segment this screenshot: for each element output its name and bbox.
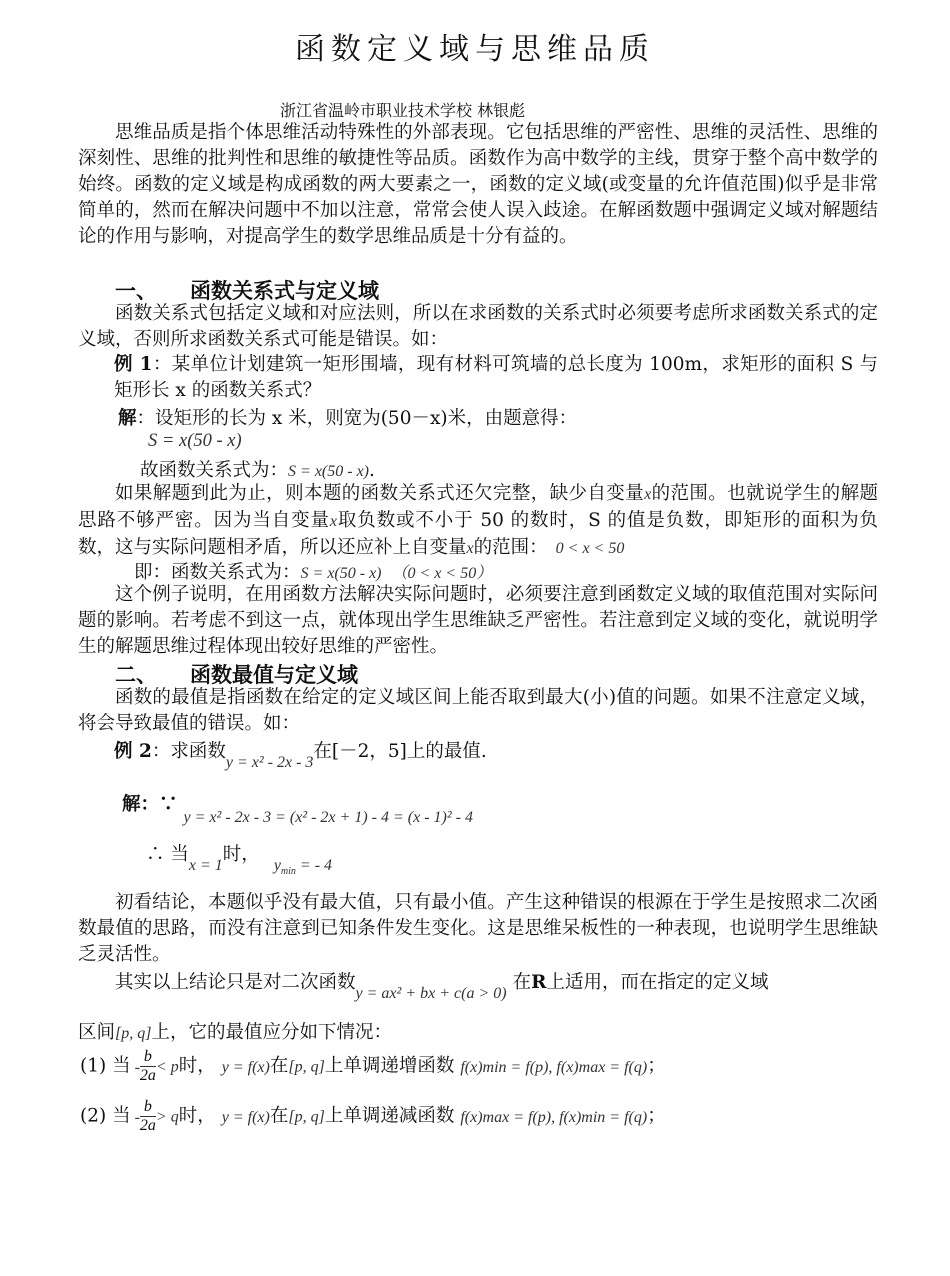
section-2-number: 二、 xyxy=(115,663,157,687)
case-2-fraction xyxy=(140,1098,156,1135)
case-1-fraction xyxy=(140,1048,156,1085)
case-2-neg: - xyxy=(134,1108,140,1126)
solution-1-label: 解 xyxy=(118,408,137,429)
example-2 xyxy=(114,737,487,771)
case-2 xyxy=(80,1098,666,1135)
p4-text-a: 区间 xyxy=(78,1022,116,1043)
example-2-function: y = x² - 2x - 3 xyxy=(225,754,314,771)
result-formula: S = x(50 - x) xyxy=(300,565,382,582)
case-1-end: ； xyxy=(647,1055,666,1077)
case-1-cmp: < p xyxy=(155,1058,179,1076)
section-1-number: 一、 xyxy=(115,279,157,303)
p3-text-b: 在 xyxy=(512,972,532,993)
section-2-title: 函数最值与定义域 xyxy=(190,663,358,687)
p2-text-b: 的范围。也就说学生的解题思路不够严密。因为当自变量 xyxy=(78,483,878,531)
section-1-paragraph-1: 函数关系式包括定义域和对应法则，所以在求函数的关系式时必须要考虑所求函数关系式的定义域，否则所求函数关系式可能是错误。如： xyxy=(78,303,878,350)
var-x-1: x xyxy=(644,486,652,503)
case-2-t1: 时， xyxy=(178,1105,216,1127)
p3-function: y = ax² + bx + c(a > 0) xyxy=(355,985,507,1002)
case-2-f: y = f(x) xyxy=(221,1108,270,1126)
section-1-result xyxy=(134,558,492,584)
case-1 xyxy=(80,1048,666,1085)
conclusion-suffix: . xyxy=(369,460,375,481)
var-x-2: x xyxy=(329,513,338,530)
p2-text-a: 如果解题到此为止，则本题的函数关系式还欠完整，缺少自变量 xyxy=(115,483,645,504)
example-1-conclusion xyxy=(140,456,375,482)
case-2-int: [p, q] xyxy=(288,1108,325,1126)
case-1-neg: - xyxy=(134,1058,140,1076)
p3-text-a: 其实以上结论只是对二次函数 xyxy=(115,972,356,993)
section-2-paragraph-3 xyxy=(115,968,769,1002)
conclusion-prefix: 故函数关系式为： xyxy=(140,460,289,481)
p4-interval: [p, q] xyxy=(115,1025,152,1042)
case-1-t1: 时， xyxy=(178,1055,216,1077)
example-1-solution xyxy=(118,404,577,430)
solution-1-text: ：设矩形的长为 x 米，则宽为(50－x)米，由题意得： xyxy=(136,408,578,429)
when-prefix: ∴ 当 xyxy=(146,844,189,865)
example-1-label: 例 1 xyxy=(114,354,153,375)
section-1-paragraph-2 xyxy=(78,481,878,562)
case-2-t3: 上单调递减函数 xyxy=(324,1105,455,1127)
case-1-t2: 在 xyxy=(269,1055,289,1077)
case-1-f: y = f(x) xyxy=(221,1058,270,1076)
case-2-result: f(x)max = f(p), f(x)min = f(q) xyxy=(460,1108,648,1126)
section-1-paragraph-3: 这个例子说明，在用函数方法解决实际问题时，必须要注意到函数定义域的取值范围对实际问题的影响。若考虑不到这一点，就体现出学生思维缺乏严密性。若注意到定义域的变化，就说明学生的解题思维过程体现出较好思维的严密性。 xyxy=(78,584,878,657)
case-1-int: [p, q] xyxy=(288,1058,325,1076)
section-2-paragraph-4 xyxy=(78,1018,392,1044)
ymin-sub: min xyxy=(280,866,296,878)
conclusion-formula: S = x(50 - x) xyxy=(288,463,369,480)
intro-paragraph: 思维品质是指个体思维活动特殊性的外部表现。它包括思维的严密性、思维的灵活性、思维的深刻性、思维的批判性和思维的敏捷性等品质。函数作为高中数学的主线，贯穿于整个高中数学的始终。函数的定义域是构成函数的两大要素之一，函数的定义域(或变量的允许值范围)似乎是非常简单的，然而在解决问题中不加以注意，常常会使人误入歧途。在解函数题中强调定义域对解题结论的作用与影响，对提高学生的数学思维品质是十分有益的。 xyxy=(78,122,878,247)
case-1-num: b xyxy=(140,1048,156,1067)
case-2-t2: 在 xyxy=(269,1105,289,1127)
example-2-pre: ：求函数 xyxy=(151,741,226,762)
case-1-label: (1) 当 xyxy=(80,1055,131,1077)
p2-text-d: 的范围： xyxy=(473,537,548,558)
section-1-title: 函数关系式与定义域 xyxy=(190,279,379,303)
when-x: x = 1 xyxy=(188,857,223,874)
p4-text-b: 上，它的最值应分如下情况： xyxy=(151,1022,392,1043)
example-1-text: ：某单位计划建筑一矩形围墙，现有材料可筑墙的总长度为 100m，求矩形的面积 S 与矩形长 x 的函数关系式？ xyxy=(114,354,878,401)
result-prefix: 即：函数关系式为： xyxy=(134,562,301,583)
when-min-expr xyxy=(273,857,333,878)
case-2-num: b xyxy=(140,1098,156,1117)
case-1-result: f(x)min = f(p), f(x)max = f(q) xyxy=(460,1058,648,1076)
var-x-3: x xyxy=(466,540,474,557)
formula-area: S = x(50 - x) xyxy=(148,431,242,451)
section-2-paragraph-2: 初看结论，本题似乎没有最大值，只有最小值。产生这种错误的根源在于学生是按照求二次函数最值的思路，而没有注意到已知条件发生变化。这是思维呆板性的一种表现，也说明学生思维缺乏灵活性。 xyxy=(78,892,878,965)
result-range: （0 < x < 50） xyxy=(391,565,493,582)
case-2-label: (2) 当 xyxy=(80,1105,131,1127)
ymin-y: y xyxy=(273,857,281,874)
example-1 xyxy=(114,352,878,404)
solution-2-formula: y = x² - 2x - 3 = (x² - 2x + 1) - 4 = (x - 1)² - 4 xyxy=(183,809,473,826)
case-1-t3: 上单调递增函数 xyxy=(324,1055,455,1077)
p2-text-c: 取负数或不小于 50 的数时，S 的值是负数，即矩形的面积为负数，这与实际问题相矛盾，所以还应补上自变量 xyxy=(78,510,878,558)
section-2-paragraph-1: 函数的最值是指函数在给定的定义域区间上能否取到最大(小)值的问题。如果不注意定义域，将会导致最值的错误。如： xyxy=(78,687,878,734)
case-2-end: ； xyxy=(647,1105,666,1127)
range-formula: 0 < x < 50 xyxy=(555,540,625,557)
case-2-den: 2a xyxy=(139,1117,156,1134)
case-2-cmp: > q xyxy=(155,1108,179,1126)
solution-2-label: 解：∵ xyxy=(122,794,178,815)
author-line: 浙江省温岭市职业技术学校 林银彪 xyxy=(280,101,526,120)
p3-text-c: 上适用，而在指定的定义域 xyxy=(546,972,769,993)
ymin-value: = - 4 xyxy=(299,857,333,874)
example-2-post: 在[－2，5]上的最值. xyxy=(313,741,487,762)
when-mid: 时， xyxy=(222,844,260,865)
page-title: 函数定义域与思维品质 xyxy=(295,32,655,67)
p3-R: R xyxy=(531,972,547,993)
example-2-when xyxy=(146,840,333,878)
case-1-den: 2a xyxy=(139,1067,156,1084)
example-2-label: 例 2 xyxy=(114,741,152,762)
example-2-solution xyxy=(122,790,473,826)
